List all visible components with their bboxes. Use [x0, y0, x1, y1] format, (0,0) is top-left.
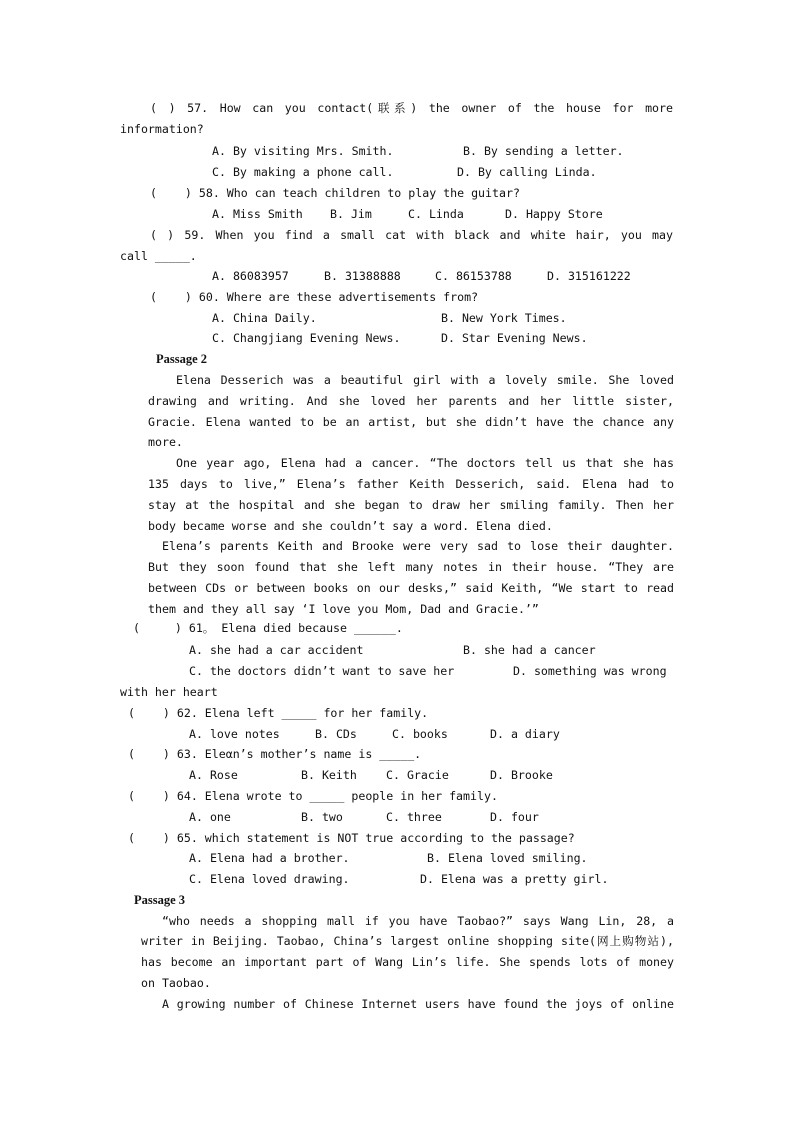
passage2-line: 135 days to live,” Elena’s father Keith Desserich, said. Elena had to — [148, 477, 674, 491]
q62-option-b: B. CDs — [315, 727, 357, 741]
q65-option-d: D. Elena was a pretty girl. — [420, 872, 609, 886]
q63-stem: ( ) 63. Eleαn’s mother’s name is _____. — [128, 747, 422, 761]
passage3-line: writer in Beijing. Taobao, China’s largest online shopping site(网上购物站), — [141, 934, 674, 948]
q59-stem-line1: ( ) 59. When you find a small cat with black and white hair, you may — [150, 228, 673, 242]
q59-option-a: A. 86083957 — [212, 269, 289, 283]
q64-option-d: D. four — [490, 810, 539, 824]
q64-option-b: B. two — [301, 810, 343, 824]
q61-option-b: B. she had a cancer — [463, 643, 596, 657]
q61-option-a: A. she had a car accident — [189, 643, 364, 657]
q57-option-d: D. By calling Linda. — [457, 165, 597, 179]
q58-stem: ( ) 58. Who can teach children to play the guitar? — [150, 186, 520, 200]
q62-option-d: D. a diary — [490, 727, 560, 741]
passage3-heading: Passage 3 — [134, 893, 186, 907]
q57-option-a: A. By visiting Mrs. Smith. — [212, 144, 394, 158]
passage2-line: stay at the hospital and she began to draw her smiling family. Then her — [148, 498, 674, 512]
passage2-line: Elena Desserich was a beautiful girl with a lovely smile. She loved — [176, 373, 674, 387]
passage3-line: A growing number of Chinese Internet users have found the joys of online — [162, 997, 674, 1011]
passage2-line: But they soon found that she left many notes in their house. “They are — [148, 560, 674, 574]
q57-stem-line1: ( ) 57. How can you contact(联系) the owner of the house for more — [150, 101, 673, 115]
passage2-line: One year ago, Elena had a cancer. “The doctors tell us that she has — [176, 456, 674, 470]
q64-stem: ( ) 64. Elena wrote to _____ people in her family. — [128, 789, 498, 803]
q57-option-c: C. By making a phone call. — [212, 165, 394, 179]
q65-option-b: B. Elena loved smiling. — [427, 851, 588, 865]
q58-option-b: B. Jim — [330, 207, 372, 221]
q60-option-c: C. Changjiang Evening News. — [212, 331, 401, 345]
passage2-heading: Passage 2 — [156, 352, 208, 366]
q58-option-a: A. Miss Smith — [212, 207, 303, 221]
q59-option-b: B. 31388888 — [324, 269, 401, 283]
q60-stem: ( ) 60. Where are these advertisements from? — [150, 290, 479, 304]
q63-option-a: A. Rose — [189, 768, 238, 782]
passage3-line: has become an important part of Wang Lin’s life. She spends lots of money — [141, 955, 674, 969]
q59-option-d: D. 315161222 — [547, 269, 631, 283]
q57-option-b: B. By sending a letter. — [463, 144, 624, 158]
q63-option-d: D. Brooke — [490, 768, 553, 782]
passage2-line: body became worse and she couldn’t say a word. Elena died. — [148, 519, 553, 533]
q65-option-c: C. Elena loved drawing. — [189, 872, 350, 886]
q59-stem-line2: call _____. — [120, 249, 197, 263]
q60-option-b: B. New York Times. — [441, 311, 567, 325]
q61-option-d: D. something was wrong — [513, 664, 667, 678]
q62-option-c: C. books — [392, 727, 448, 741]
q61-option-c: C. the doctors didn’t want to save her — [189, 664, 455, 678]
q62-option-a: A. love notes — [189, 727, 280, 741]
passage2-line: between CDs or between books on our desks,” said Keith, “We start to read — [148, 581, 674, 595]
q59-option-c: C. 86153788 — [435, 269, 512, 283]
q61-stem: ( ) 61。 Elena died because ______. — [133, 621, 403, 635]
passage2-line: them and they all say ‘I love you Mom, Dad and Gracie.’” — [148, 602, 539, 616]
q58-option-d: D. Happy Store — [505, 207, 603, 221]
q65-stem: ( ) 65. which statement is NOT true according to the passage? — [128, 831, 575, 845]
q64-option-a: A. one — [189, 810, 231, 824]
q60-option-d: D. Star Evening News. — [441, 331, 588, 345]
passage2-line: Gracie. Elena wanted to be an artist, but she didn’t have the chance any — [148, 415, 674, 429]
q65-option-a: A. Elena had a brother. — [189, 851, 350, 865]
q61-option-d-continuation: with her heart — [120, 685, 218, 699]
q63-option-c: C. Gracie — [386, 768, 449, 782]
q62-stem: ( ) 62. Elena left _____ for her family. — [128, 706, 429, 720]
q57-stem-line2: information? — [120, 122, 204, 136]
passage2-line: more. — [148, 435, 183, 449]
passage3-line: “who needs a shopping mall if you have Taobao?” says Wang Lin, 28, a — [162, 914, 674, 928]
passage2-line: Elena’s parents Keith and Brooke were very sad to lose their daughter. — [162, 539, 674, 553]
q60-option-a: A. China Daily. — [212, 311, 317, 325]
passage3-line: on Taobao. — [141, 976, 211, 990]
passage2-line: drawing and writing. And she loved her parents and her little sister, — [148, 394, 674, 408]
q58-option-c: C. Linda — [408, 207, 464, 221]
q64-option-c: C. three — [386, 810, 442, 824]
q63-option-b: B. Keith — [301, 768, 357, 782]
